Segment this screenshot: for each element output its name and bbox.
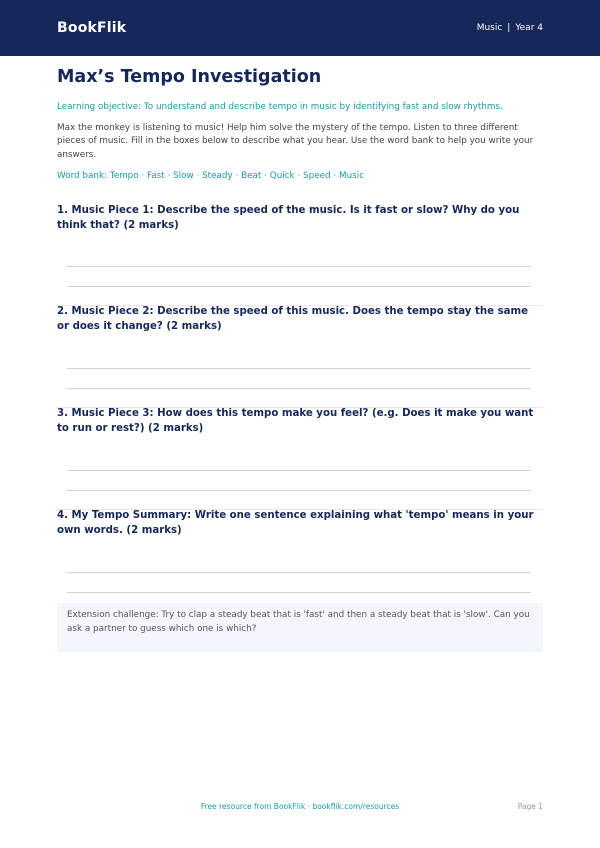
intro-text: Max the monkey is listening to music! Help him solve the mystery of the tempo. Listen to three different pieces of music. Fill in the boxes below to describe what you hear. Use the word bank to help you write your answers. [57, 123, 534, 160]
answer-line[interactable] [67, 368, 531, 369]
extension-challenge: Extension challenge: Try to clap a steady beat that is 'fast' and then a steady beat that is 'slow'. Can you ask a partner to guess which one is which? [57, 603, 543, 652]
answer-line[interactable] [67, 470, 531, 471]
subject-year [477, 23, 543, 33]
subject-label: Music [476, 23, 503, 33]
answer-line[interactable] [67, 388, 531, 389]
header-bar [0, 0, 600, 56]
answer-line[interactable] [67, 286, 531, 287]
answer-line[interactable] [67, 266, 531, 267]
worksheet-intro [57, 66, 543, 182]
page-number: Page 1 [517, 802, 543, 811]
answer-line[interactable] [67, 592, 531, 593]
brand-logo[interactable]: BookFlik [57, 20, 127, 36]
answer-line[interactable] [67, 572, 531, 573]
question-2: 2. Music Piece 2: Describe the speed of this music. Does the tempo stay the same or does it change? (2 marks) [57, 306, 529, 333]
meta-divider: | [507, 23, 511, 33]
question-1: 1. Music Piece 1: Describe the speed of the music. Is it fast or slow? Why do you think that? (2 marks) [57, 205, 520, 232]
answer-line[interactable] [67, 490, 531, 491]
question-3: 3. Music Piece 3: How does this tempo make you feel? (e.g. Does it make you want to run or rest?) (2 marks) [57, 408, 534, 435]
learning-objective: Learning objective: To understand and describe tempo in music by identifying fast and slow rhythms. [57, 102, 503, 112]
question-4: 4. My Tempo Summary: Write one sentence explaining what 'tempo' means in your own words. (2 marks) [57, 510, 534, 537]
year-label: Year 4 [515, 23, 543, 33]
page-title: Max’s Tempo Investigation [57, 67, 322, 87]
word-bank: Word bank: Tempo · Fast · Slow · Steady · Beat · Quick · Speed · Music [57, 171, 365, 182]
footer-resource-link[interactable]: Free resource from BookFlik · bookflik.com/resources [200, 802, 400, 811]
